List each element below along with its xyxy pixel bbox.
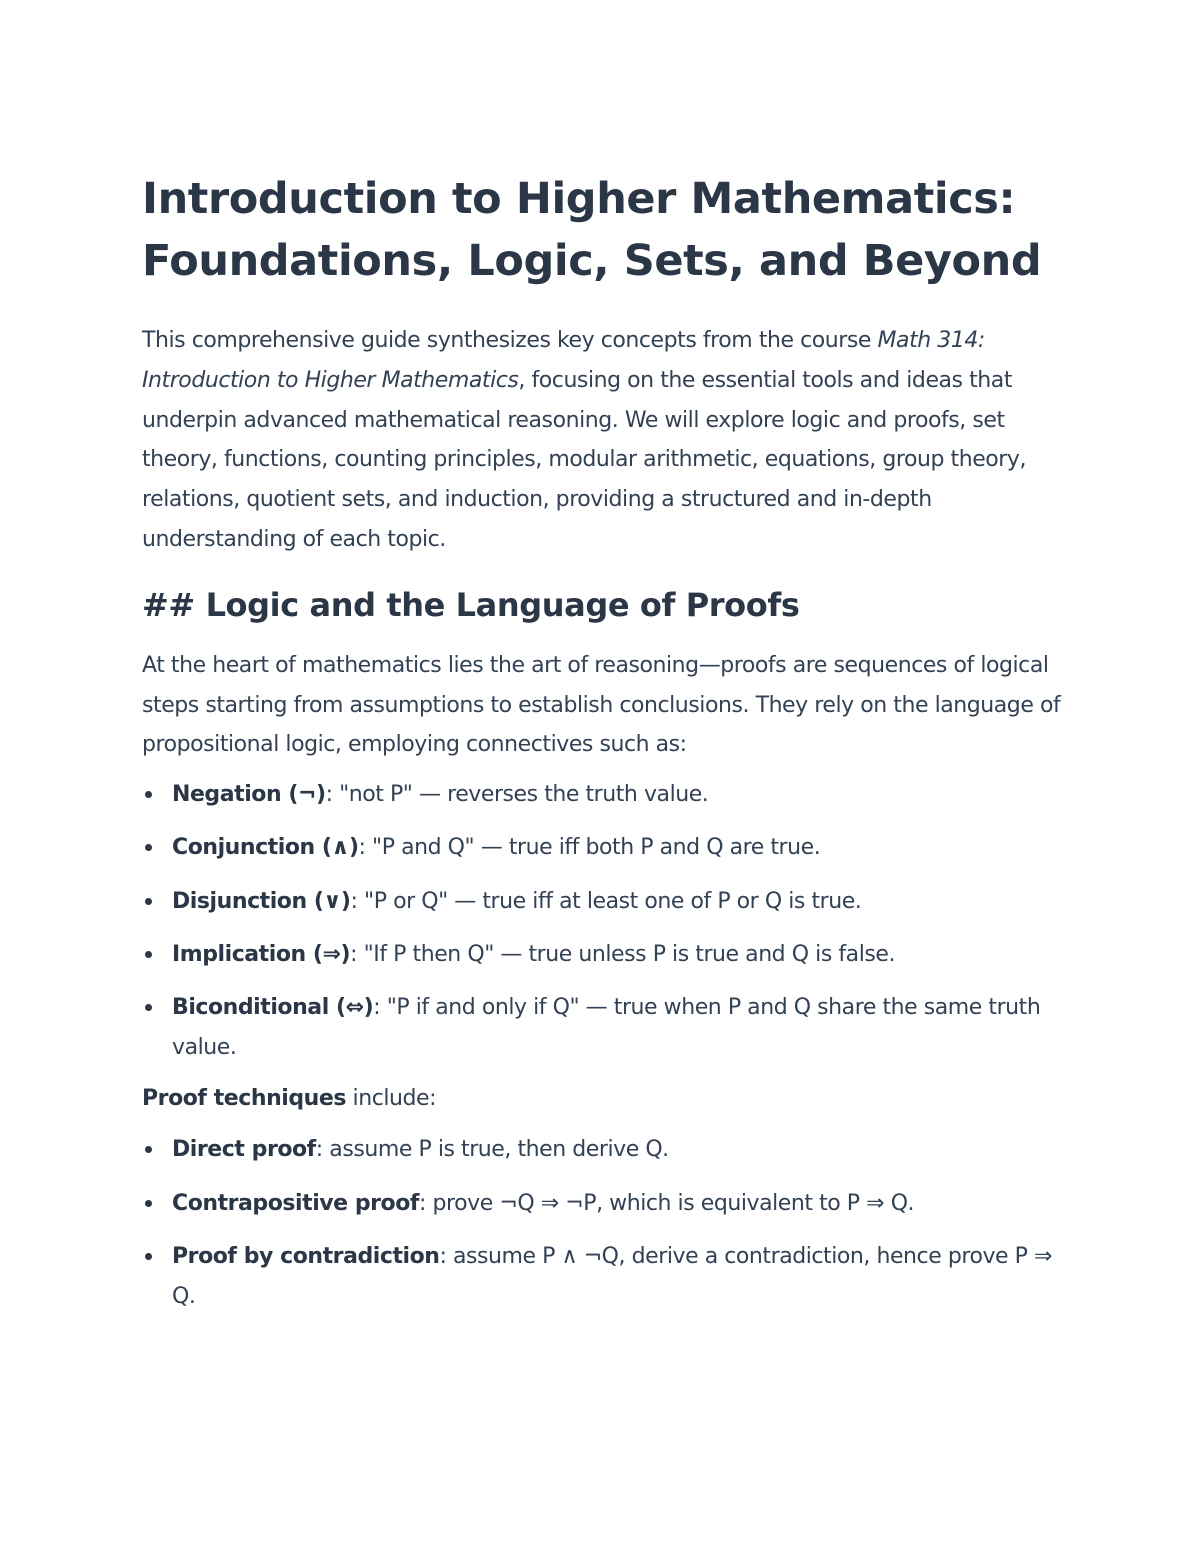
document-page (142, 168, 1072, 1330)
list-item-biconditional (142, 988, 1072, 1068)
document-title (142, 168, 1072, 292)
connective-term: Implication (⇒) (172, 942, 351, 968)
connective-term: Disjunction (∨) (172, 888, 351, 914)
bullet-icon (145, 791, 152, 798)
title-line-1: Introduction to Higher Mathematics: (142, 174, 1016, 224)
connective-desc: : "P and Q" — true iff both P and Q are true. (358, 835, 821, 861)
bullet-icon (145, 844, 152, 851)
connective-term: Biconditional (⇔) (172, 995, 374, 1021)
bullet-icon (145, 951, 152, 958)
course-name: Math 314: Introduction to Higher Mathematics (142, 328, 985, 393)
bullet-icon (145, 1146, 152, 1153)
list-item-direct-proof (142, 1130, 1072, 1170)
bullet-icon (145, 898, 152, 905)
connective-desc: : "not P" — reverses the truth value. (325, 782, 709, 808)
list-item-contrapositive-proof (142, 1184, 1072, 1224)
section-paragraph: At the heart of mathematics lies the art of reasoning—proofs are sequences of logical steps starting from assumptions to establish conclusions. They rely on the language of propositional logic, employing connectives such as: (142, 652, 1061, 758)
technique-desc: : prove ¬Q ⇒ ¬P, which is equivalent to P ⇒ Q. (419, 1190, 915, 1216)
list-item-implication (142, 935, 1072, 975)
title-line-2: Foundations, Logic, Sets, and Beyond (142, 236, 1042, 286)
techniques-list (142, 1130, 1072, 1316)
connective-desc: : "P or Q" — true iff at least one of P or Q is true. (350, 888, 862, 914)
list-item-conjunction (142, 828, 1072, 868)
technique-desc: : assume P ∧ ¬Q, derive a contradiction, hence prove P ⇒ Q. (172, 1243, 1052, 1309)
bullet-icon (145, 1200, 152, 1207)
intro-text-end: , focusing on the essential tools and ideas that underpin advanced mathematical reasoning. We will explore logic and proofs, set theory, functions, counting principles, modular arithmetic, equations, group theory, relations, quotient sets, and induction, providing a structured and in-depth understanding of each topic. (142, 367, 1026, 552)
technique-term: Contrapositive proof (172, 1190, 420, 1216)
techniques-intro (142, 1079, 1072, 1119)
connective-term: Conjunction (∧) (172, 835, 359, 861)
techniques-intro-bold: Proof techniques (142, 1086, 347, 1112)
connective-desc: : "P if and only if Q" — true when P and Q share the same truth value. (172, 995, 1041, 1061)
section-heading: ## Logic and the Language of Proofs (142, 585, 800, 624)
connective-desc: : "If P then Q" — true unless P is true and Q is false. (350, 942, 896, 968)
technique-term: Proof by contradiction (172, 1243, 440, 1269)
intro-text-start: This comprehensive guide synthesizes key concepts from the course (142, 328, 878, 353)
list-item-proof-by-contradiction (142, 1237, 1072, 1317)
connectives-list (142, 775, 1072, 1068)
list-item-disjunction (142, 882, 1072, 922)
technique-desc: : assume P is true, then derive Q. (315, 1137, 669, 1163)
connective-term: Negation (¬) (172, 782, 326, 808)
technique-term: Direct proof (172, 1137, 316, 1163)
techniques-intro-rest: include: (346, 1086, 437, 1112)
bullet-icon (145, 1253, 152, 1260)
intro-paragraph (142, 321, 1072, 560)
list-item-negation (142, 775, 1072, 815)
bullet-icon (145, 1004, 152, 1011)
